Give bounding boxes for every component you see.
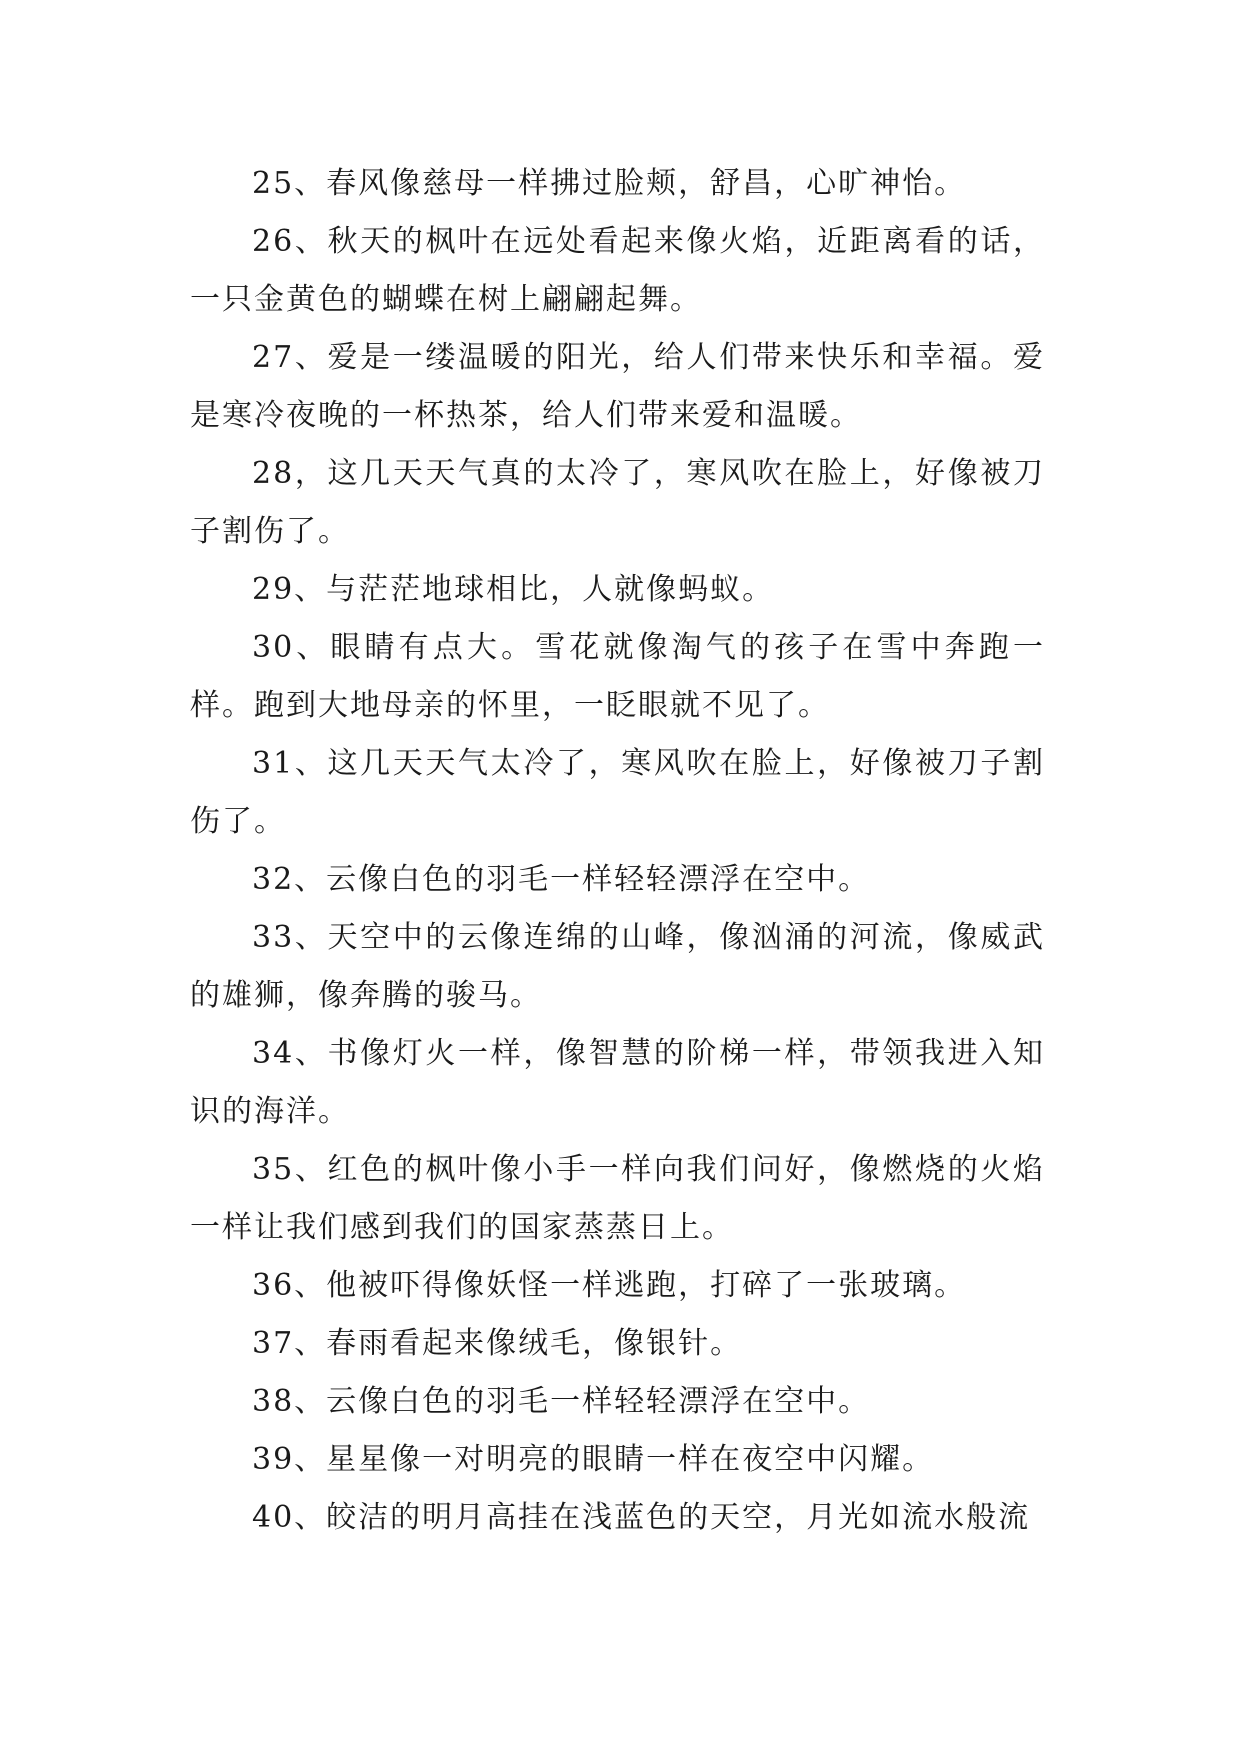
paragraph-34: 34、书像灯火一样，像智慧的阶梯一样，带领我进入知识的海洋。 <box>190 1036 1045 1129</box>
paragraph-30: 30、眼睛有点大。雪花就像淘气的孩子在雪中奔跑一样。跑到大地母亲的怀里，一眨眼就不见了。 <box>190 630 1045 723</box>
paragraph-29: 29、与茫茫地球相比，人就像蚂蚁。 <box>252 572 775 607</box>
paragraph-35: 35、红色的枫叶像小手一样向我们问好，像燃烧的火焰一样让我们感到我们的国家蒸蒸日上。 <box>190 1152 1045 1245</box>
paragraph-37: 37、春雨看起来像绒毛，像银针。 <box>252 1326 743 1361</box>
paragraph-26: 26、秋天的枫叶在远处看起来像火焰，近距离看的话，一只金黄色的蝴蝶在树上翩翩起舞。 <box>190 224 1045 317</box>
paragraph-27: 27、爱是一缕温暖的阳光，给人们带来快乐和幸福。爱是寒冷夜晚的一杯热茶，给人们带来爱和温暖。 <box>190 340 1045 433</box>
paragraph-25: 25、春风像慈母一样拂过脸颊，舒昌，心旷神怡。 <box>252 166 967 201</box>
paragraph-36: 36、他被吓得像妖怪一样逃跑，打碎了一张玻璃。 <box>252 1268 967 1303</box>
paragraph-40: 40、皎洁的明月高挂在浅蓝色的天空，月光如流水般流 <box>252 1500 1031 1535</box>
paragraph-28: 28，这几天天气真的太冷了，寒风吹在脸上，好像被刀子割伤了。 <box>190 456 1045 549</box>
paragraph-39: 39、星星像一对明亮的眼睛一样在夜空中闪耀。 <box>252 1442 935 1477</box>
paragraph-31: 31、这几天天气太冷了，寒风吹在脸上，好像被刀子割伤了。 <box>190 746 1045 839</box>
document-body <box>190 155 1045 1547</box>
paragraph-32: 32、云像白色的羽毛一样轻轻漂浮在空中。 <box>252 862 871 897</box>
paragraph-38: 38、云像白色的羽毛一样轻轻漂浮在空中。 <box>252 1384 871 1419</box>
paragraph-33: 33、天空中的云像连绵的山峰，像汹涌的河流，像威武的雄狮，像奔腾的骏马。 <box>190 920 1045 1013</box>
